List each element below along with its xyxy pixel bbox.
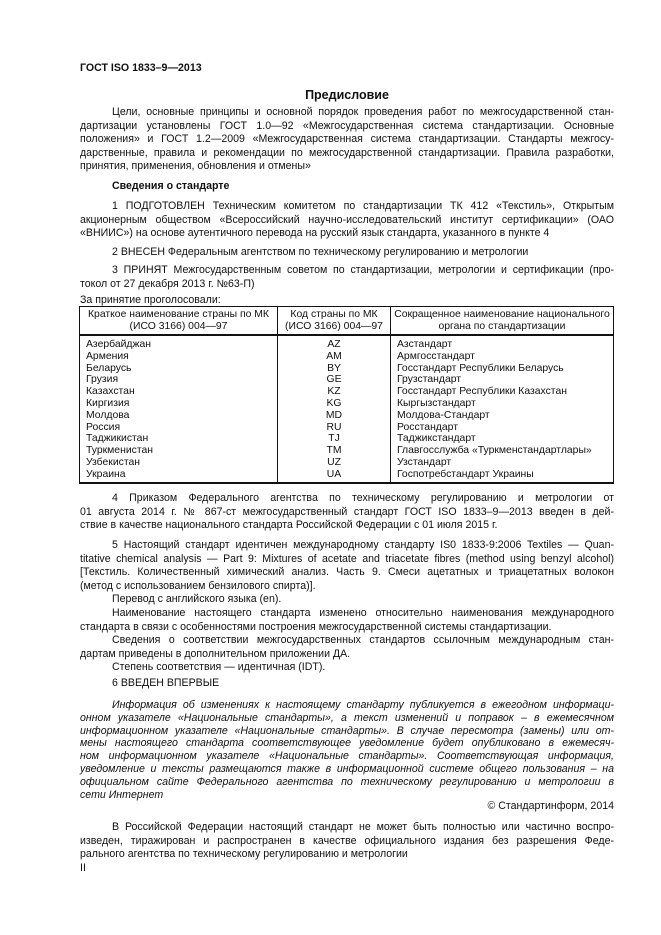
text-line: мены настоящего стандарта соответствующее уведомление будет опубликовано в ежемесяч- bbox=[80, 737, 614, 750]
text-line: изведен, тиражирован и распространен в качестве официального издания без разрешения Феде- bbox=[80, 834, 614, 847]
text-line: Информация об изменениях к настоящему стандарту публикуется в ежегодном информаци- bbox=[112, 699, 614, 711]
paragraph-5 bbox=[80, 539, 614, 593]
text-line: дартам приведены в дополнительном приложении ДА. bbox=[80, 647, 351, 660]
text-line: Наименование настоящего стандарта изменено относительно наименования международного bbox=[112, 607, 614, 619]
standards-body: Госпотребстандарт Украины bbox=[391, 469, 614, 483]
country-name: Украина bbox=[80, 469, 278, 483]
country-code: KG bbox=[278, 398, 391, 410]
text-line: принятия, применения, обновления и отмены» bbox=[80, 160, 311, 172]
text-line: Степень соответствия — идентичная (IDT). bbox=[112, 661, 326, 673]
standards-body: Главгосслужба «Туркменстандартлары» bbox=[391, 445, 614, 457]
text-line: Цели, основные принципы и основной порядок проведения работ по межгосударственной стан- bbox=[112, 106, 614, 118]
page-number: II bbox=[80, 862, 86, 874]
text-line: «ВНИИС») на основе аутентичного перевода на русский язык стандарта, указанного в пункте 4 bbox=[80, 227, 550, 239]
text-line: [Текстиль. Количественный химический анализ. Часть 9. Смеси ацетатных и триацетатных волокон bbox=[80, 566, 614, 578]
country-name: Азербайджан bbox=[80, 335, 278, 351]
text-line: информационном указателе «Национальные стандарты». В случае пересмотра (замены) или от- bbox=[80, 724, 614, 737]
paragraph-2 bbox=[80, 246, 614, 260]
text-line: titative chemical analysis — Part 9: Mixtures of acetate and triacetate fibres (method using benzyl alcohol) bbox=[80, 552, 614, 565]
intro-paragraph bbox=[80, 106, 614, 174]
text-line: сети Интернет bbox=[80, 788, 164, 801]
text-line: Сведения о соответствии межгосударственных стандартов ссылочным международным стан- bbox=[112, 634, 614, 646]
table-row bbox=[80, 398, 614, 410]
text-line: положения» и ГОСТ 1.2—2009 «Межгосударственная система стандартизации. Стандарты межгосу- bbox=[80, 133, 614, 145]
paragraph-6 bbox=[80, 677, 614, 691]
country-code: TM bbox=[278, 445, 391, 457]
text-line: 5 Настоящий стандарт идентичен международному стандарту IS0 1833-9:2006 Textiles — Quan- bbox=[112, 539, 614, 551]
standards-body: Таджикстандарт bbox=[391, 433, 614, 445]
text-line: 2 ВНЕСЕН Федеральным агентством по техническому регулированию и метрологии bbox=[112, 246, 529, 258]
country-name: Грузия bbox=[80, 374, 278, 386]
changes-notice bbox=[80, 699, 614, 801]
standards-body: Узстандарт bbox=[391, 457, 614, 469]
country-code: MD bbox=[278, 410, 391, 422]
voting-table bbox=[79, 306, 614, 484]
text-line: В Российской Федерации настоящий стандарт не может быть полностью или частично воспро- bbox=[112, 821, 614, 833]
text-line: стандарта в связи с особенностями построения межгосударственной системы стандартизации. bbox=[80, 620, 552, 633]
rights-notice bbox=[80, 821, 614, 862]
standards-body: Молдова-Стандарт bbox=[391, 410, 614, 422]
table-row bbox=[80, 433, 614, 445]
country-name: Туркменистан bbox=[80, 445, 278, 457]
table-row bbox=[80, 410, 614, 422]
country-code: BY bbox=[278, 363, 391, 375]
table-row bbox=[80, 422, 614, 434]
text-line: официальном сайте Федерального агентства по техническому регулированию и метрологии в bbox=[80, 775, 614, 788]
name-change-note bbox=[80, 607, 614, 634]
country-name: Армения bbox=[80, 351, 278, 363]
table-row bbox=[80, 335, 614, 351]
copyright: © Стандартинформ, 2014 bbox=[487, 800, 614, 812]
references-note bbox=[80, 634, 614, 661]
country-name: Беларусь bbox=[80, 363, 278, 375]
table-row bbox=[80, 386, 614, 398]
document-id: ГОСТ ISO 1833–9—2013 bbox=[80, 62, 202, 74]
conformity-note bbox=[80, 661, 614, 675]
column-header: Краткое наименование страны по МК (ИСО 3166) 004—97 bbox=[80, 307, 278, 336]
table-row bbox=[80, 374, 614, 386]
country-name: Таджикистан bbox=[80, 433, 278, 445]
country-code: AZ bbox=[278, 335, 391, 351]
country-name: Казахстан bbox=[80, 386, 278, 398]
voted-label: За принятие проголосовали: bbox=[80, 294, 221, 306]
text-line: (метод с использованием бензилового спирта)]. bbox=[80, 579, 316, 592]
text-line: 3 ПРИНЯТ Межгосударственным советом по стандартизации, метрологии и сертификации (про- bbox=[112, 264, 614, 276]
text-line: онном указателе «Национальные стандарты», а текст изменений и поправок – в ежемесячном bbox=[80, 711, 614, 724]
standards-body: Кыргызстандарт bbox=[391, 398, 614, 410]
country-code: GE bbox=[278, 374, 391, 386]
standards-body: Армгосстандарт bbox=[391, 351, 614, 363]
text-line: акционерным обществом «Всероссийский научно-исследовательский институт сертификации» (ОАО bbox=[80, 213, 614, 226]
column-header: Сокращенное наименование национального органа по стандартизации bbox=[391, 307, 614, 336]
text-line: ствие в качестве национального стандарта Российской Федерации с 01 июля 2015 г. bbox=[80, 519, 498, 531]
text-line: Перевод с английского языка (en). bbox=[112, 593, 282, 605]
table-row bbox=[80, 457, 614, 469]
country-code: AM bbox=[278, 351, 391, 363]
standards-body: Грузстандарт bbox=[391, 374, 614, 386]
column-header: Код страны по МК (ИСО 3166) 004—97 bbox=[278, 307, 391, 336]
country-code: TJ bbox=[278, 433, 391, 445]
text-line: 01 августа 2014 г. № 867-ст межгосударственный стандарт ГОСТ ISO 1833–9—2013 введен в дей- bbox=[80, 505, 614, 518]
text-line: дартизации установлены ГОСТ 1.0—92 «Межгосударственная система стандартизации. Основные bbox=[80, 119, 614, 132]
country-name: Россия bbox=[80, 422, 278, 434]
text-line: рального агентства по техническому регулированию и метрологии bbox=[80, 848, 408, 860]
country-name: Молдова bbox=[80, 410, 278, 422]
page-title: Предисловие bbox=[305, 88, 389, 102]
translation-note bbox=[80, 593, 614, 607]
paragraph-3 bbox=[80, 264, 614, 291]
text-line: токол от 27 декабря 2013 г. №63-П) bbox=[80, 277, 255, 290]
text-line: уведомление и тексты размещаются также в информационной системе общего пользования – на bbox=[80, 762, 614, 775]
paragraph-1 bbox=[80, 200, 614, 241]
text-line: дарственные, правила и рекомендации по межгосударственной стандартизации. Правила разработки, bbox=[80, 146, 614, 159]
country-name: Киргизия bbox=[80, 398, 278, 410]
paragraph-4 bbox=[80, 492, 614, 533]
table-row bbox=[80, 351, 614, 363]
country-code: KZ bbox=[278, 386, 391, 398]
country-name: Узбекистан bbox=[80, 457, 278, 469]
table-row bbox=[80, 363, 614, 375]
text-line: 4 Приказом Федерального агентства по техническому регулированию и метрологии от bbox=[112, 492, 614, 504]
table-row bbox=[80, 445, 614, 457]
table-row bbox=[80, 469, 614, 483]
country-code: RU bbox=[278, 422, 391, 434]
standards-body: Росстандарт bbox=[391, 422, 614, 434]
country-code: UZ bbox=[278, 457, 391, 469]
text-line: ном информационном указателе «Национальные стандарты». Соответствующая информация, bbox=[80, 750, 614, 763]
standards-body: Госстандарт Республики Беларусь bbox=[391, 363, 614, 375]
standards-body: Азстандарт bbox=[391, 335, 614, 351]
text-line: 1 ПОДГОТОВЛЕН Техническим комитетом по стандартизации ТК 412 «Текстиль», Открытым bbox=[112, 200, 614, 212]
text-line: 6 ВВЕДЕН ВПЕРВЫЕ bbox=[112, 677, 220, 689]
country-code: UA bbox=[278, 469, 391, 483]
section-heading: Сведения о стандарте bbox=[112, 180, 230, 192]
standards-body: Госстандарт Республики Казахстан bbox=[391, 386, 614, 398]
